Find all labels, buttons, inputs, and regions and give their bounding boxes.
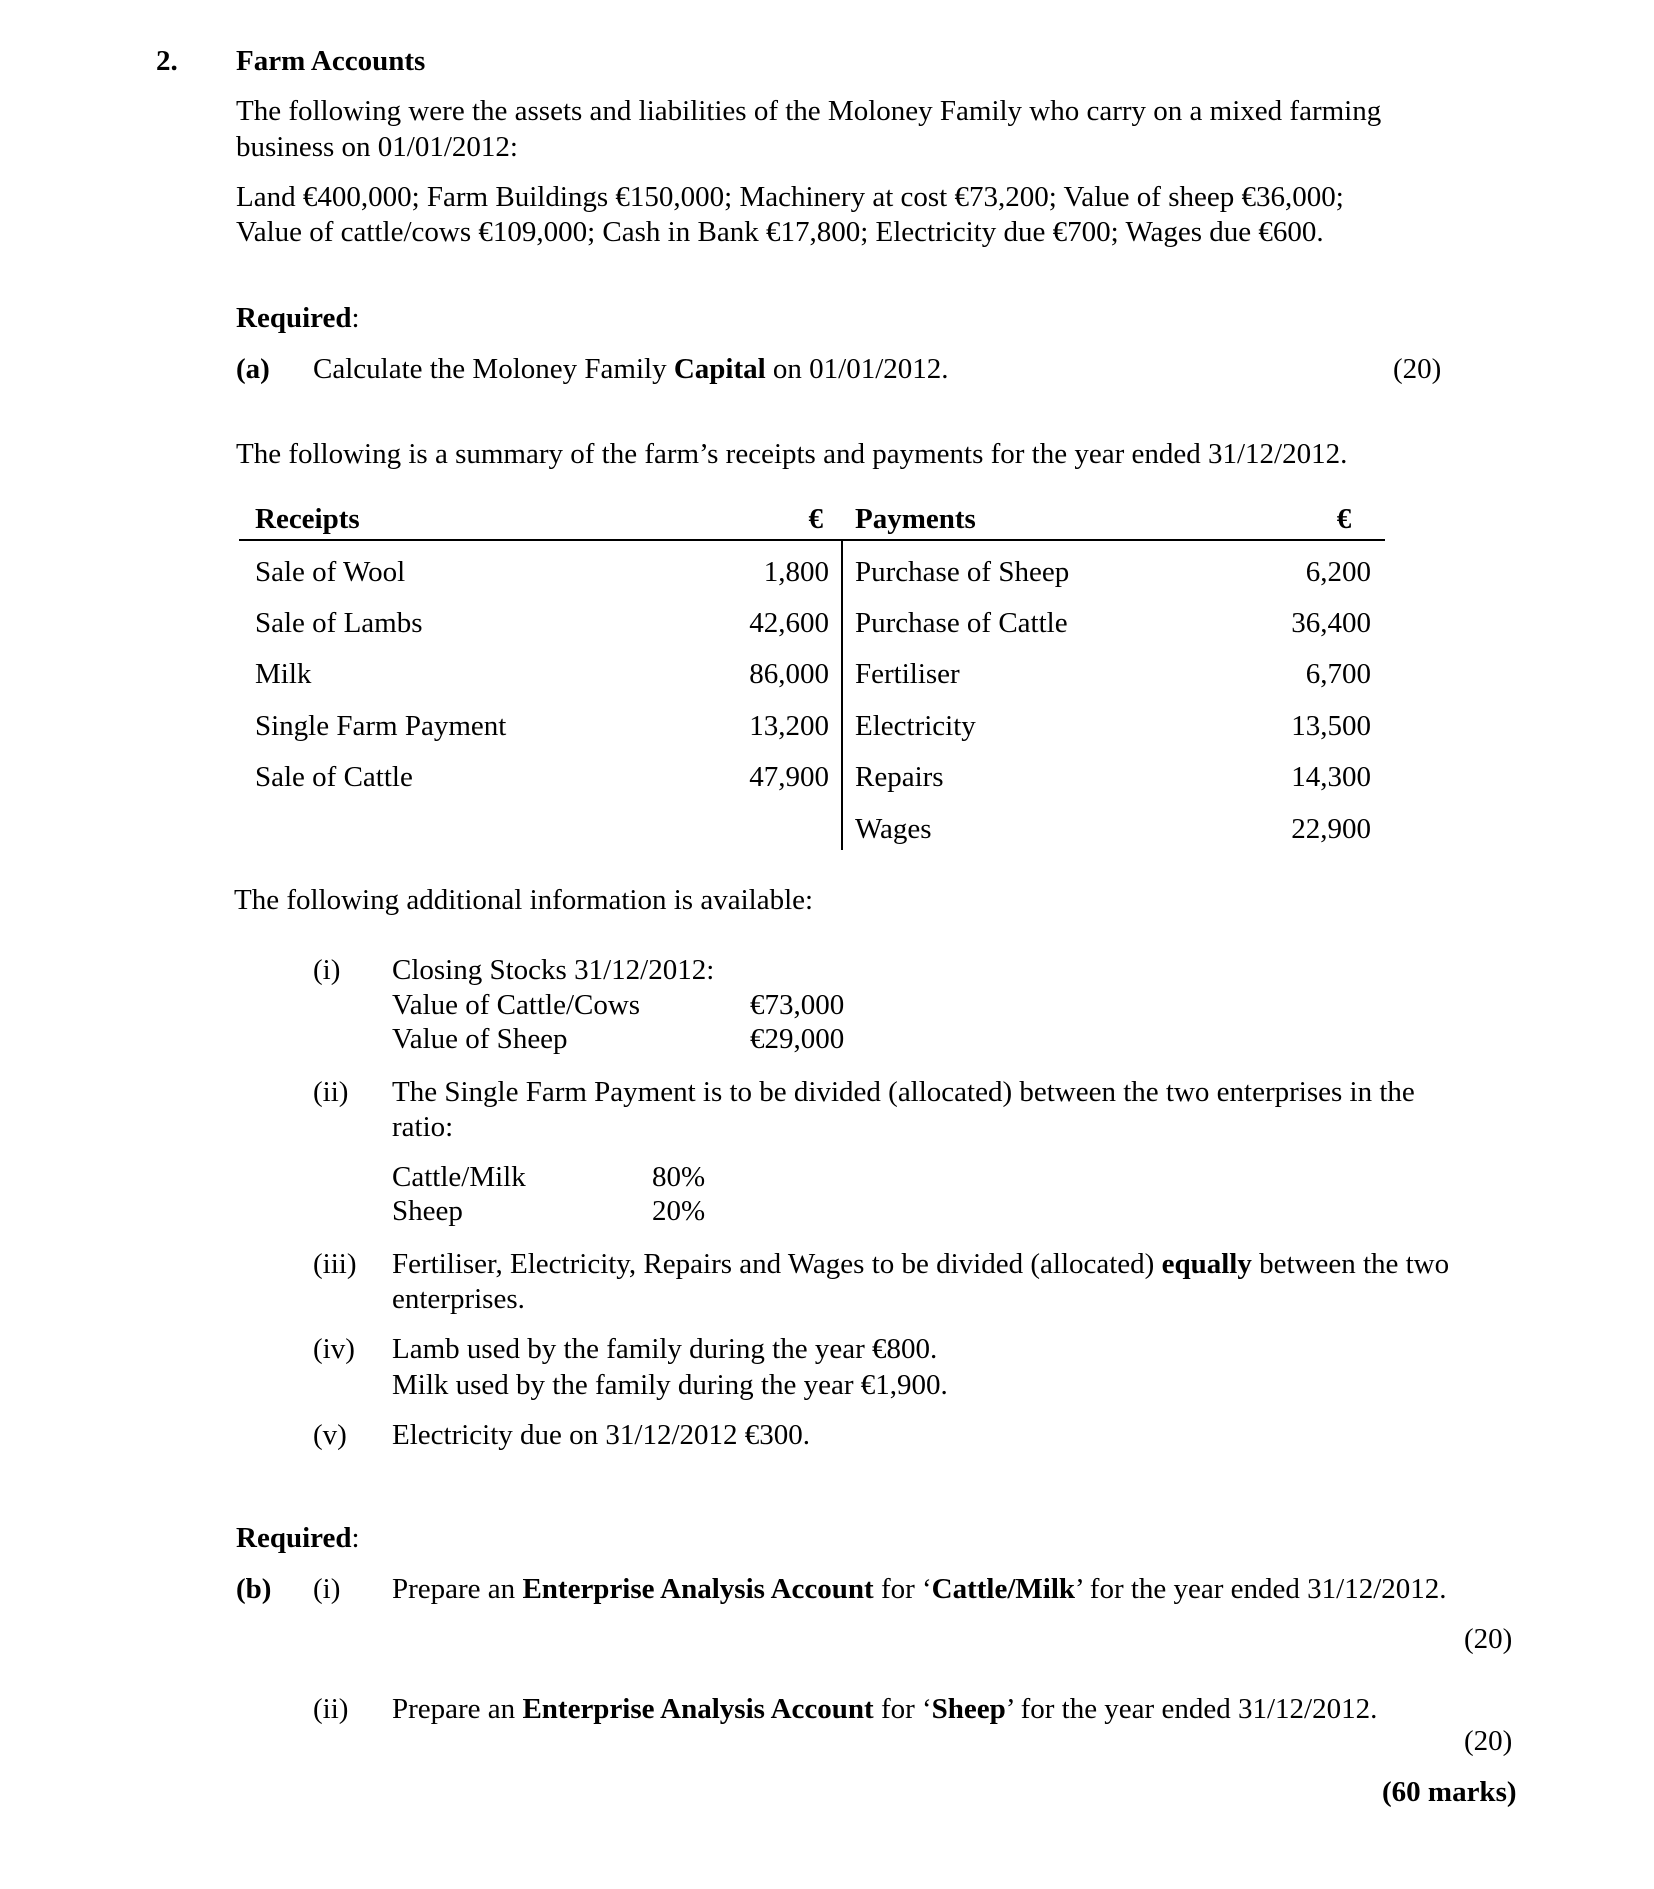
intro-line-2: business on 01/01/2012:	[236, 131, 518, 163]
receipt-amount: 47,900	[749, 761, 829, 793]
intro-line-1: The following were the assets and liabilities of the Moloney Family who carry on a mixed farming	[236, 95, 1382, 127]
receipts-header: Receipts	[255, 503, 360, 535]
receipts-currency-header: €	[808, 503, 823, 535]
receipt-item: Single Farm Payment	[255, 710, 507, 742]
required-b-label: (b)	[236, 1573, 272, 1605]
info-ii-label: (ii)	[313, 1076, 349, 1108]
info-iii-line2: enterprises.	[392, 1283, 525, 1315]
receipt-item: Sale of Lambs	[255, 607, 423, 639]
info-i-sheep-label: Value of Sheep	[392, 1023, 568, 1055]
payments-header: Payments	[855, 503, 976, 535]
required-b-i-text: Prepare an Enterprise Analysis Account for ‘Cattle/Milk’ for the year ended 31/12/2012.	[392, 1573, 1447, 1605]
total-marks: (60 marks)	[1382, 1776, 1517, 1808]
payment-item: Electricity	[855, 710, 976, 742]
info-i-line1: Closing Stocks 31/12/2012:	[392, 954, 715, 986]
info-iv-label: (iv)	[313, 1333, 355, 1365]
required-b-i-marks: (20)	[1464, 1623, 1513, 1655]
info-v-line1: Electricity due on 31/12/2012 €300.	[392, 1419, 811, 1451]
required-b-ii-label: (ii)	[313, 1693, 349, 1725]
receipt-amount: 42,600	[749, 607, 829, 639]
receipt-amount: 1,800	[763, 556, 829, 588]
payments-currency-header: €	[1336, 503, 1352, 535]
payment-item: Wages	[855, 813, 932, 845]
payment-item: Repairs	[855, 761, 944, 793]
info-ii-line2: ratio:	[392, 1111, 454, 1143]
required-a-label: (a)	[236, 353, 270, 385]
required-b-ii-text: Prepare an Enterprise Analysis Account for ‘Sheep’ for the year ended 31/12/2012.	[392, 1693, 1378, 1725]
payment-amount: 22,900	[1291, 813, 1371, 845]
info-ii-sheep-label: Sheep	[392, 1195, 463, 1227]
info-v-label: (v)	[313, 1419, 347, 1451]
info-ii-cattle-label: Cattle/Milk	[392, 1161, 526, 1193]
header-rule	[239, 539, 1385, 541]
assets-line-2: Value of cattle/cows €109,000; Cash in Bank €17,800; Electricity due €700; Wages due €600.	[236, 216, 1324, 248]
info-i-cattle-value: €73,000	[750, 989, 845, 1021]
receipt-amount: 86,000	[749, 658, 829, 690]
receipt-amount: 13,200	[749, 710, 829, 742]
info-iii-label: (iii)	[313, 1248, 357, 1280]
payment-amount: 14,300	[1291, 761, 1371, 793]
info-ii-cattle-value: 80%	[652, 1161, 706, 1193]
payment-amount: 6,700	[1305, 658, 1371, 690]
assets-line-1: Land €400,000; Farm Buildings €150,000; Machinery at cost €73,200; Value of sheep €36,000;	[236, 181, 1344, 213]
additional-info-intro: The following additional information is available:	[234, 884, 814, 916]
info-iv-line2: Milk used by the family during the year €1,900.	[392, 1369, 948, 1401]
payment-item: Purchase of Sheep	[855, 556, 1070, 588]
receipt-item: Milk	[255, 658, 312, 690]
info-iv-line1: Lamb used by the family during the year €800.	[392, 1333, 938, 1365]
required-b-i-label: (i)	[313, 1573, 341, 1605]
receipt-item: Sale of Cattle	[255, 761, 413, 793]
info-i-sheep-value: €29,000	[750, 1023, 845, 1055]
info-i-cattle-label: Value of Cattle/Cows	[392, 989, 641, 1021]
payment-amount: 13,500	[1291, 710, 1371, 742]
payment-item: Fertiliser	[855, 658, 960, 690]
info-ii-line1: The Single Farm Payment is to be divided (allocated) between the two enterprises in the	[392, 1076, 1415, 1108]
required-a-text: Calculate the Moloney Family Capital on 01/01/2012.	[313, 353, 949, 385]
question-number: 2.	[156, 45, 178, 77]
required-b-heading: Required:	[236, 1522, 360, 1554]
payment-amount: 6,200	[1305, 556, 1371, 588]
payment-amount: 36,400	[1291, 607, 1371, 639]
info-iii-line1: Fertiliser, Electricity, Repairs and Wages to be divided (allocated) equally between the two	[392, 1248, 1450, 1280]
payment-item: Purchase of Cattle	[855, 607, 1068, 639]
summary-intro: The following is a summary of the farm’s receipts and payments for the year ended 31/12/2012.	[236, 438, 1348, 470]
column-divider	[841, 539, 843, 850]
required-a-heading: Required:	[236, 302, 360, 334]
receipts-payments-table	[239, 502, 1385, 850]
required-a-marks: (20)	[1393, 353, 1442, 385]
info-i-label: (i)	[313, 954, 341, 986]
required-b-ii-marks: (20)	[1464, 1725, 1513, 1757]
info-ii-sheep-value: 20%	[652, 1195, 706, 1227]
receipt-item: Sale of Wool	[255, 556, 406, 588]
question-title: Farm Accounts	[236, 45, 426, 77]
